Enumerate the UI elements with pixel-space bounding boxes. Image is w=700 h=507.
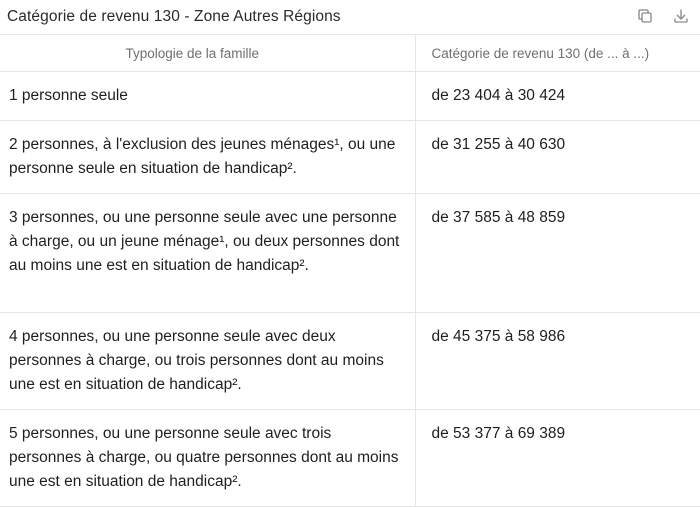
family-type-cell: 2 personnes, à l'exclusion des jeunes ménages¹, ou une personne seule en situation de handicap².: [0, 121, 415, 194]
column-header-income-range: Catégorie de revenu 130 (de ... à ...): [415, 35, 700, 72]
table-row: [0, 194, 700, 313]
table-row: [0, 72, 700, 121]
income-range-cell: de 45 375 à 58 986: [415, 313, 700, 410]
income-range-cell: de 31 255 à 40 630: [415, 121, 700, 194]
download-button[interactable]: [670, 5, 692, 27]
income-range-cell: de 37 585 à 48 859: [415, 194, 700, 313]
table-title: Catégorie de revenu 130 - Zone Autres Régions: [7, 8, 341, 25]
family-type-cell: 1 personne seule: [0, 72, 415, 121]
income-range-cell: de 23 404 à 30 424: [415, 72, 700, 121]
column-header-family-type: Typologie de la famille: [0, 35, 415, 72]
family-type-cell: 4 personnes, ou une personne seule avec deux personnes à charge, ou trois personnes dont au moins une est en situation de handicap².: [0, 313, 415, 410]
copy-icon: [636, 7, 654, 25]
family-type-cell: 3 personnes, ou une personne seule avec une personne à charge, ou un jeune ménage¹, ou deux personnes dont au moins une est en situation de handicap².: [0, 194, 415, 313]
income-category-table: [0, 34, 700, 507]
copy-button[interactable]: [634, 5, 656, 27]
family-type-cell: 5 personnes, ou une personne seule avec trois personnes à charge, ou quatre personnes dont au moins une est en situation de handicap².: [0, 410, 415, 507]
table-row: [0, 121, 700, 194]
table-row: [0, 313, 700, 410]
table-actions: [634, 5, 692, 27]
download-icon: [672, 7, 690, 25]
table-header-row: [0, 35, 700, 72]
table-header-bar: [0, 0, 700, 34]
income-range-cell: de 53 377 à 69 389: [415, 410, 700, 507]
table-row: [0, 410, 700, 507]
